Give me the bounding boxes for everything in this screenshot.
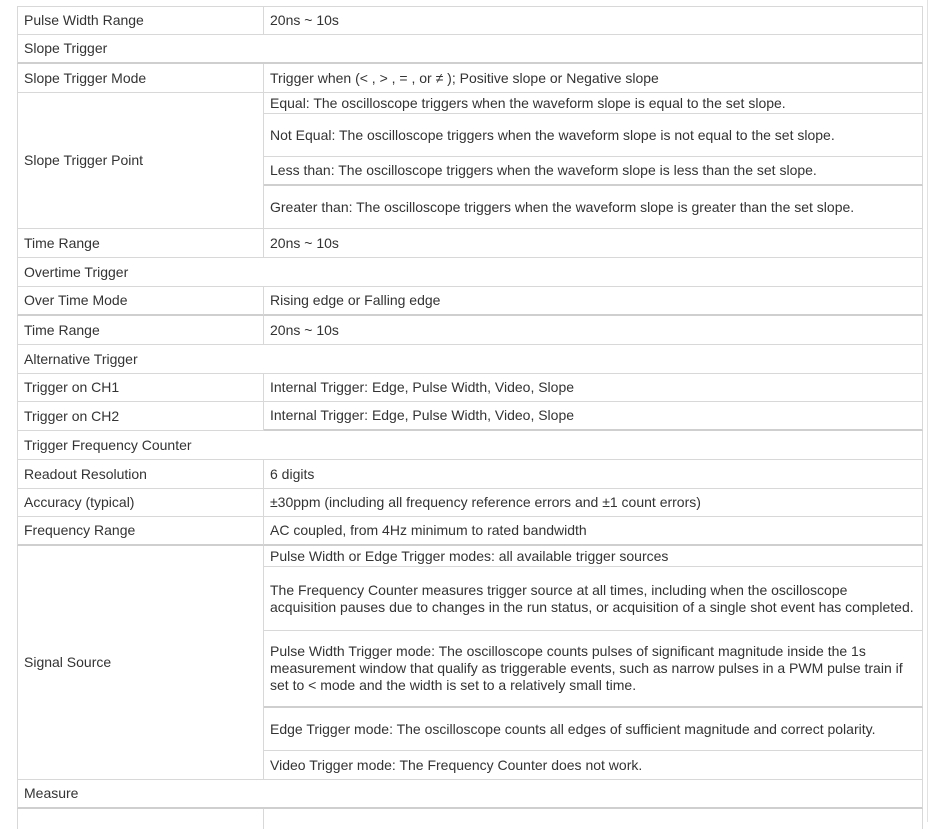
spec-value: AC coupled, from 4Hz minimum to rated bandwidth [264,517,923,546]
spec-label: Frequency Range [17,517,264,546]
spec-value: Pulse Width or Edge Trigger modes: all available trigger sources [264,546,923,567]
spec-label: Slope Trigger Point [17,93,264,229]
spec-value: Internal Trigger: Edge, Pulse Width, Video, Slope [264,374,923,402]
spec-label: Signal Source [17,546,264,780]
section-title: Overtime Trigger [24,263,129,280]
spec-value: Rising edge or Falling edge [264,287,923,316]
spec-label: Time Range [17,316,264,345]
spec-table [17,0,927,822]
spec-value: Greater than: The oscilloscope triggers when the waveform slope is greater than the set slope. [264,186,923,229]
spec-label: Trigger on CH1 [17,374,264,402]
section-heading-measure [17,780,923,809]
spec-value: Not Equal: The oscilloscope triggers when the waveform slope is not equal to the set slope. [264,114,923,157]
spec-value: ±30ppm (including all frequency reference errors and ±1 count errors) [264,489,923,517]
spec-label: Readout Resolution [17,460,264,489]
section-title: Trigger Frequency Counter [24,436,192,453]
spec-value: Trigger when (< , > , = , or ≠ ); Positive slope or Negative slope [264,64,923,93]
spec-value: 20ns ~ 10s [264,6,923,35]
spec-value-partial [264,809,923,829]
page-edge [927,0,928,822]
spec-value: 6 digits [264,460,923,489]
spec-value: Internal Trigger: Edge, Pulse Width, Video, Slope [264,402,923,431]
spec-value: 20ns ~ 10s [264,229,923,258]
spec-value: Edge Trigger mode: The oscilloscope counts all edges of sufficient magnitude and correct polarity. [264,708,923,751]
section-title: Measure [24,785,79,801]
spec-label: Trigger on CH2 [17,402,264,431]
section-heading-slope-trigger [17,35,923,64]
spec-value: Pulse Width Trigger mode: The oscilloscope counts pulses of significant magnitude inside the 1s measurement window that qualify as triggerable events, such as narrow pulses in a PWM pulse train if set to < mode and the width is set to a relatively small time. [264,631,923,708]
spec-value: The Frequency Counter measures trigger source at all times, including when the oscilloscope acquisition pauses due to changes in the run status, or acquisition of a single shot event has completed. [264,567,923,631]
spec-value: Equal: The oscilloscope triggers when the waveform slope is equal to the set slope. [264,93,923,114]
spec-value: Video Trigger mode: The Frequency Counter does not work. [264,751,923,780]
spec-label: Time Range [17,229,264,258]
spec-label: Pulse Width Range [17,6,264,35]
section-title: Slope Trigger [24,40,108,56]
spec-value: Less than: The oscilloscope triggers when the waveform slope is less than the set slope. [264,157,923,186]
section-heading-trigger-frequency-counter [17,431,923,460]
section-title: Alternative Trigger [24,350,138,367]
spec-label: Slope Trigger Mode [17,64,264,93]
spec-label: Over Time Mode [17,287,264,316]
spec-value: 20ns ~ 10s [264,316,923,345]
spec-label: Accuracy (typical) [17,489,264,517]
section-heading-overtime-trigger [17,258,923,287]
section-heading-alternative-trigger [17,345,923,374]
spec-label-partial [17,809,264,829]
